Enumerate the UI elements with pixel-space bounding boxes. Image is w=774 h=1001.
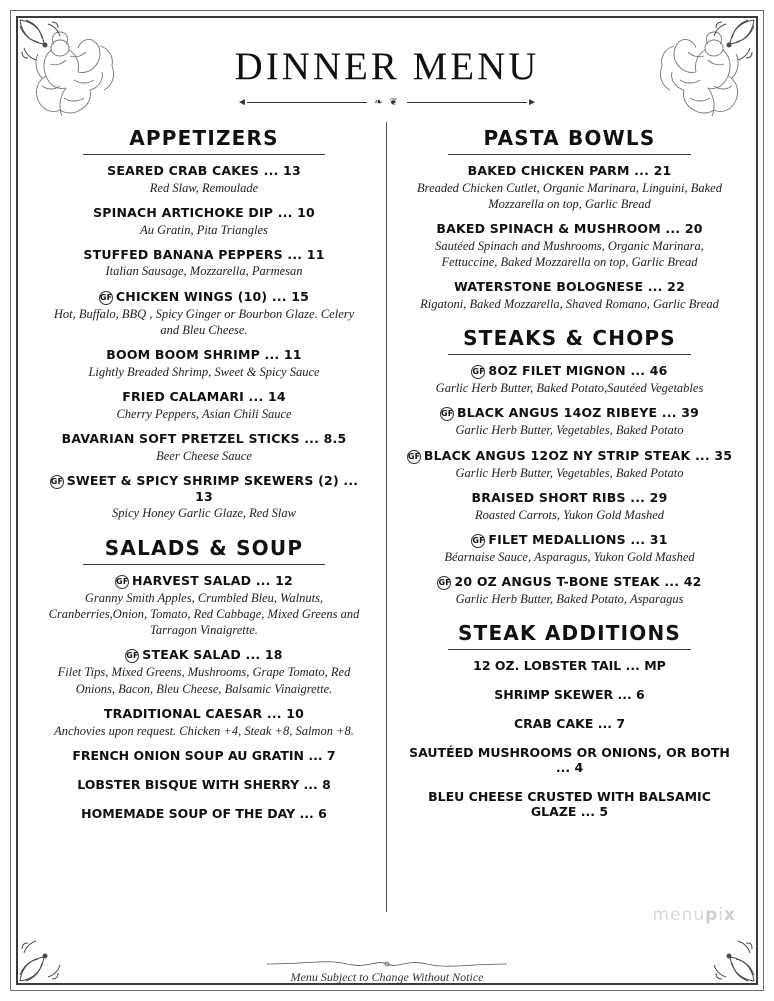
menu-item-name-line bbox=[40, 205, 368, 221]
menu-item bbox=[405, 363, 734, 396]
menu-item-description: Garlic Herb Butter, Baked Potato, Asparagus bbox=[455, 592, 684, 606]
menu-item bbox=[40, 347, 368, 380]
menu-item bbox=[40, 473, 368, 522]
menu-item bbox=[405, 490, 734, 523]
menu-item-name: SAUTÉED MUSHROOMS OR ONIONS, OR BOTH ... 4 bbox=[409, 745, 730, 776]
section-heading: STEAK ADDITIONS bbox=[458, 621, 681, 646]
menu-item-name: STEAK SALAD ... 18 bbox=[142, 647, 283, 663]
footer-note: Menu Subject to Change Without Notice bbox=[290, 970, 484, 984]
menu-item bbox=[405, 789, 734, 819]
menu-item-name-line bbox=[40, 163, 368, 179]
menu-item-name-line bbox=[405, 363, 734, 379]
menu-item-name-line bbox=[40, 247, 368, 263]
menu-item-description: Breaded Chicken Cutlet, Organic Marinara, Linguini, Baked Mozzarella on top, Garlic Bread bbox=[417, 180, 722, 211]
page-title: DINNER MENU bbox=[234, 45, 540, 88]
menu-item-name: FILET MEDALLIONS ... 31 bbox=[488, 531, 668, 547]
menu-item-name: SHRIMP SKEWER ... 6 bbox=[494, 687, 645, 703]
menu-item-description: Garlic Herb Butter, Vegetables, Baked Potato bbox=[455, 423, 684, 438]
menu-item bbox=[40, 205, 368, 238]
menu-item bbox=[40, 573, 368, 639]
menu-item-name: SWEET & SPICY SHRIMP SKEWERS (2) ... 13 bbox=[66, 472, 359, 504]
watermark: menupix bbox=[652, 905, 736, 925]
gluten-free-icon: GF bbox=[440, 407, 454, 421]
menu-item-name-line bbox=[40, 389, 368, 405]
menu-item-name: BAVARIAN SOFT PRETZEL STICKS ... 8.5 bbox=[61, 430, 347, 446]
section-divider bbox=[83, 154, 326, 155]
menu-item bbox=[405, 405, 734, 438]
menu-item-name-line bbox=[40, 647, 368, 663]
menu-item bbox=[40, 431, 368, 464]
menu-item-name: FRENCH ONION SOUP AU GRATIN ... 7 bbox=[72, 747, 336, 763]
menu-item-name-line bbox=[405, 574, 734, 590]
bottom-flourish-icon bbox=[267, 957, 507, 971]
menu-item-name-line bbox=[40, 573, 368, 589]
gluten-free-icon: GF bbox=[437, 576, 451, 590]
menu-item bbox=[40, 389, 368, 422]
gluten-free-icon: GF bbox=[50, 475, 64, 489]
menu-item-name: BOOM BOOM SHRIMP ... 11 bbox=[106, 347, 302, 363]
menu-item bbox=[405, 658, 734, 673]
menu-item bbox=[405, 574, 734, 607]
menu-item-name: BLEU CHEESE CRUSTED WITH BALSAMIC GLAZE ... 5 bbox=[428, 789, 711, 820]
menu-item-name-line bbox=[405, 163, 734, 179]
menu-item bbox=[405, 163, 734, 212]
section-heading: STEAKS & CHOPS bbox=[463, 326, 676, 351]
menu-item-name: BLACK ANGUS 14OZ RIBEYE ... 39 bbox=[457, 405, 699, 421]
menu-item-name-line bbox=[405, 490, 734, 506]
menu-item-name-line bbox=[40, 289, 368, 305]
menu-item-name: CHICKEN WINGS (10) ... 15 bbox=[115, 288, 310, 304]
menu-item-description: Hot, Buffalo, BBQ , Spicy Ginger or Bourbon Glaze. Celery and Bleu Cheese. bbox=[53, 306, 355, 337]
menu-item bbox=[405, 745, 734, 775]
menu-item bbox=[40, 247, 368, 280]
menu-item-name-line bbox=[40, 706, 368, 722]
gluten-free-icon: GF bbox=[99, 291, 113, 305]
menu-item-name: SEARED CRAB CAKES ... 13 bbox=[107, 163, 301, 178]
section-divider bbox=[448, 649, 691, 650]
gluten-free-icon: GF bbox=[125, 649, 139, 663]
menu-item-description: Garlic Herb Butter, Vegetables, Baked Potato bbox=[455, 465, 684, 480]
section-heading: APPETIZERS bbox=[129, 126, 279, 150]
menu-item-description: Sautéed Spinach and Mushrooms, Organic Marinara, Fettuccine, Baked Mozzarella on top, Garlic Bread bbox=[435, 238, 704, 269]
menu-item bbox=[405, 448, 734, 481]
menu-item-description: Filet Tips, Mixed Greens, Mushrooms, Grape Tomato, Red Onions, Bacon, Bleu Cheese, Balsamic Vinaigrette. bbox=[57, 665, 351, 696]
menu-item bbox=[40, 647, 368, 697]
menu-item-name-line bbox=[405, 221, 734, 237]
menu-item-description: Roasted Carrots, Yukon Gold Mashed bbox=[474, 507, 664, 522]
section-heading: PASTA BOWLS bbox=[483, 126, 656, 150]
menu-item bbox=[40, 748, 368, 763]
menu-item-name-line bbox=[40, 347, 368, 363]
title-divider: ◄ ❧ ❦ ► bbox=[237, 96, 538, 108]
menu-item-name: STUFFED BANANA PEPPERS ... 11 bbox=[83, 246, 325, 262]
menu-item-name: 20 OZ ANGUS T-BONE STEAK ... 42 bbox=[454, 574, 702, 589]
menu-item bbox=[40, 806, 368, 821]
menu-item-description: Red Slaw, Remoulade bbox=[149, 180, 259, 195]
gluten-free-icon: GF bbox=[471, 365, 485, 379]
menu-item-name: HOMEMADE SOUP OF THE DAY ... 6 bbox=[81, 805, 327, 821]
menu-item-name: BAKED CHICKEN PARM ... 21 bbox=[467, 163, 672, 178]
gluten-free-icon: GF bbox=[471, 534, 485, 548]
menu-item-name: HARVEST SALAD ... 12 bbox=[132, 572, 293, 588]
gluten-free-icon: GF bbox=[407, 450, 421, 464]
menu-item-description: Béarnaise Sauce, Asparagus, Yukon Gold Mashed bbox=[444, 549, 695, 564]
menu-item-name: BLACK ANGUS 12OZ NY STRIP STEAK ... 35 bbox=[423, 447, 733, 463]
menu-item-name: LOBSTER BISQUE WITH SHERRY ... 8 bbox=[77, 776, 331, 792]
menu-item-name: 12 OZ. LOBSTER TAIL ... MP bbox=[473, 658, 666, 674]
menu-item-name-line bbox=[405, 448, 734, 464]
right-column bbox=[387, 122, 748, 912]
menu-item-name: FRIED CALAMARI ... 14 bbox=[122, 389, 286, 404]
gluten-free-icon: GF bbox=[115, 575, 129, 589]
menu-item-description: Spicy Honey Garlic Glaze, Red Slaw bbox=[112, 506, 296, 521]
menu-item-name: BRAISED SHORT RIBS ... 29 bbox=[471, 489, 668, 505]
menu-item-description: Anchovies upon request. Chicken +4, Steak +8, Salmon +8. bbox=[54, 723, 354, 738]
menu-item-description: Beer Cheese Sauce bbox=[156, 448, 252, 463]
menu-item-name-line bbox=[40, 473, 368, 505]
menu-item-name: BAKED SPINACH & MUSHROOM ... 20 bbox=[436, 221, 703, 237]
menu-item bbox=[40, 706, 368, 739]
menu-item bbox=[405, 716, 734, 731]
menu-content bbox=[26, 26, 748, 975]
section-divider bbox=[448, 154, 691, 155]
menu-item bbox=[405, 279, 734, 312]
left-column bbox=[26, 122, 387, 912]
section-divider bbox=[448, 354, 691, 355]
menu-item bbox=[40, 777, 368, 792]
menu-item-description: Cherry Peppers, Asian Chili Sauce bbox=[116, 406, 292, 421]
menu-item-name: 8OZ FILET MIGNON ... 46 bbox=[488, 363, 668, 379]
menu-item bbox=[405, 532, 734, 565]
section-divider bbox=[83, 564, 326, 565]
menu-item-name: TRADITIONAL CAESAR ... 10 bbox=[103, 705, 305, 721]
menu-item-description: Italian Sausage, Mozzarella, Parmesan bbox=[105, 264, 303, 279]
menu-item-name-line bbox=[405, 405, 734, 421]
menu-columns bbox=[26, 122, 748, 912]
menu-item-description: Lightly Breaded Shrimp, Sweet & Spicy Sauce bbox=[88, 364, 320, 379]
menu-item-description: Rigatoni, Baked Mozzarella, Shaved Romano, Garlic Bread bbox=[420, 296, 719, 311]
menu-item-name-line bbox=[405, 279, 734, 295]
menu-item-description: Garlic Herb Butter, Baked Potato,Sautéed Vegetables bbox=[435, 381, 704, 396]
menu-item bbox=[40, 289, 368, 339]
menu-item bbox=[40, 163, 368, 196]
menu-item bbox=[405, 687, 734, 702]
menu-item-name: CRAB CAKE ... 7 bbox=[513, 716, 626, 732]
menu-item-name: SPINACH ARTICHOKE DIP ... 10 bbox=[93, 204, 315, 220]
menu-item-name-line bbox=[405, 532, 734, 548]
menu-item-description: Au Gratin, Pita Triangles bbox=[140, 222, 268, 237]
section-heading: SALADS & SOUP bbox=[104, 535, 304, 560]
menu-item-name: WATERSTONE BOLOGNESE ... 22 bbox=[454, 279, 685, 295]
menu-item-name-line bbox=[40, 431, 368, 447]
menu-item bbox=[405, 221, 734, 270]
menu-item-description: Granny Smith Apples, Crumbled Bleu, Walnuts, Cranberries,Onion, Tomato, Red Cabbage, Mixed Greens and Tarragon Vinaigrette. bbox=[48, 590, 360, 638]
